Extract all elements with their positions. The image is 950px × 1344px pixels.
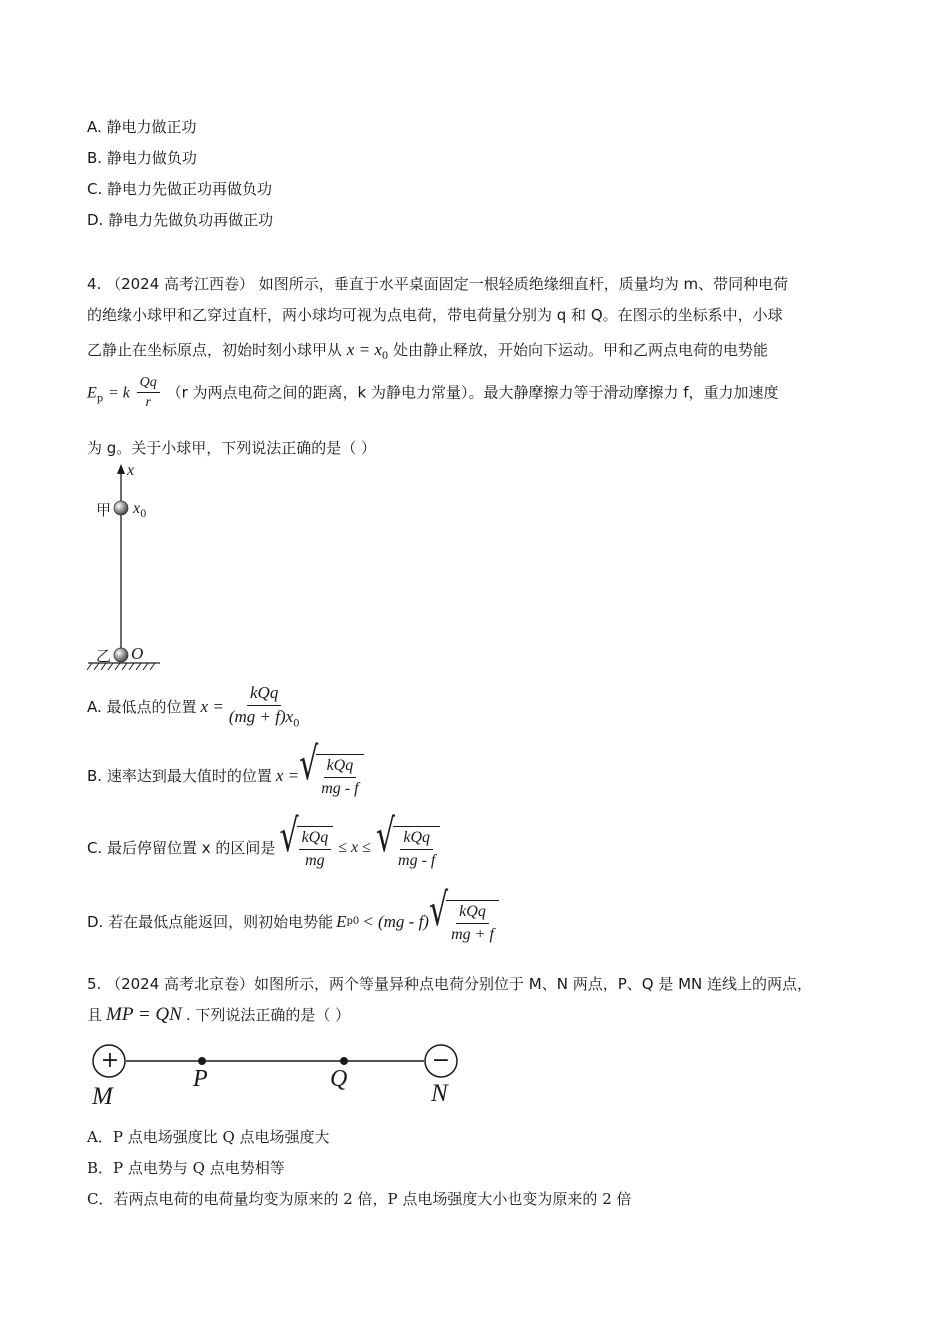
q5-option-c: C．若两点电荷的电荷量均变为原来的 2 倍，P 点电场强度大小也变为原来的 2 倍 (87, 1190, 632, 1208)
q4-line3-math: x = x (346, 340, 382, 359)
q4-option-b-text: B. 速率达到最大值时的位置 (87, 767, 272, 786)
ep-denominator: r (145, 395, 151, 411)
q5-line2-text-b: . 下列说法正确的是（ ） (185, 1006, 351, 1024)
q4-option-d-sqrt (428, 884, 499, 943)
q4-option-b-sqrt (299, 738, 363, 797)
label-p: P (193, 1066, 208, 1092)
sqrt-icon: √ (299, 738, 319, 792)
q4-option-c-denominator-1: mg (305, 851, 325, 869)
ep-fraction (137, 375, 160, 411)
q4-option-d-relation: < (mg - f) (362, 911, 429, 931)
figure-yi-label: 乙 (96, 647, 112, 665)
q4-option-c-sqrt-1 (279, 810, 333, 869)
q4-option-d-text: D. 若在最低点能返回，则初始电势能 (87, 913, 334, 932)
q4-option-a-denominator: $(mg + f)x_0$ (228, 706, 300, 730)
q4-option-c-numerator-1: kQq (299, 829, 332, 850)
q4-option-b-denominator: mg - f (321, 779, 359, 797)
q5-line2-math: MP = QN (106, 1004, 182, 1025)
ep-numerator: Qq (137, 375, 160, 393)
label-q: Q (330, 1066, 348, 1092)
q4-option-c-inequality: ≤ x ≤ (338, 838, 371, 856)
q5-option-a: A．P 点电场强度比 Q 点电场强度大 (87, 1128, 330, 1146)
q4-rod-figure (84, 462, 174, 672)
point-q-dot (340, 1057, 348, 1065)
q4-stem-line-5: 为 g。关于小球甲，下列说法正确的是（ ） (87, 439, 377, 457)
ball-yi-icon (114, 648, 128, 662)
q4-option-d-denominator: mg + f (451, 925, 494, 943)
q4-line3-text-a: 乙静止在坐标原点，初始时刻小球甲从 (87, 341, 343, 359)
q4-option-d-numerator: kQq (456, 903, 489, 924)
label-n: N (431, 1080, 448, 1107)
q4-option-b-numerator: kQq (324, 757, 357, 778)
q4-line3-text-b: 处由静止释放，开始向下运动。甲和乙两点电荷的电势能 (393, 341, 769, 359)
q4-line4-text: （r 为两点电荷之间的距离，k 为静电力常量）。最大静摩擦力等于滑动摩擦力 f，重力加速度 (166, 383, 779, 402)
figure-jia-label: 甲 (96, 501, 112, 519)
q4-option-a-text: A. 最低点的位置 (87, 698, 197, 717)
q4-option-a-fraction (226, 684, 303, 729)
q4-option-b (87, 738, 364, 797)
q4-option-c-sqrt-2 (375, 810, 440, 869)
figure-axis-label: x (127, 462, 135, 479)
plus-sign: + (100, 1048, 120, 1073)
ep-subscript: p (96, 393, 104, 405)
q4-option-d-sub: p0 (346, 916, 360, 928)
q4-stem-line-1: 4. （2024 高考江西卷） 如图所示，垂直于水平桌面固定一根轻质绝缘细直杆，质量均为 m、带同种电荷 (87, 275, 789, 293)
figure-origin-label: O (131, 644, 144, 663)
q4-option-d-E: E (336, 911, 347, 931)
q4-option-b-lhs: x = (275, 765, 300, 785)
x-axis-arrow-icon (117, 464, 125, 474)
q4-stem-line-4 (87, 375, 779, 411)
q4-option-a-numerator: kQq (247, 684, 281, 706)
q5-charge-figure (88, 1042, 468, 1082)
q4-option-c (87, 810, 440, 869)
figure-x0-label: $x_0$ (133, 500, 147, 520)
ep-equals-k: = k (107, 384, 130, 402)
q4-stem-line-2: 的绝缘小球甲和乙穿过直杆，两小球均可视为点电荷，带电荷量分别为 q 和 Q。在图示的坐标系中，小球 (87, 306, 783, 324)
q4-stem-line-3 (87, 339, 768, 362)
q3-option-c: C. 静电力先做正功再做负功 (87, 180, 273, 198)
q5-stem-line-1: 5. （2024 高考北京卷）如图所示，两个等量异种点电荷分别位于 M、N 两点，P、Q 是 MN 连线上的两点， (87, 975, 813, 993)
q4-option-c-text: C. 最后停留位置 x 的区间是 (87, 839, 276, 858)
q3-option-b: B. 静电力做负功 (87, 149, 197, 167)
minus-sign: − (431, 1048, 451, 1073)
q4-line3-sub: 0 (381, 351, 389, 362)
q4-option-a-lhs: x = (200, 696, 224, 716)
point-p-dot (198, 1057, 206, 1065)
sqrt-icon: √ (375, 810, 396, 864)
ball-jia-icon (114, 501, 128, 515)
q4-option-c-numerator-2: kQq (400, 829, 433, 850)
q5-option-b: B．P 点电势与 Q 点电势相等 (87, 1159, 285, 1177)
q4-option-a (87, 684, 305, 729)
ep-symbol: E (87, 384, 97, 402)
sqrt-icon: √ (279, 810, 299, 864)
q4-option-d (87, 884, 499, 943)
q3-option-a: A. 静电力做正功 (87, 118, 197, 136)
q4-option-c-denominator-2: mg - f (398, 851, 436, 869)
label-m: M (92, 1083, 113, 1110)
q3-option-d: D. 静电力先做负功再做正功 (87, 211, 274, 229)
q5-stem-line-2 (87, 1004, 350, 1026)
q5-line2-text-a: 且 (87, 1006, 103, 1024)
sqrt-icon: √ (428, 884, 449, 938)
